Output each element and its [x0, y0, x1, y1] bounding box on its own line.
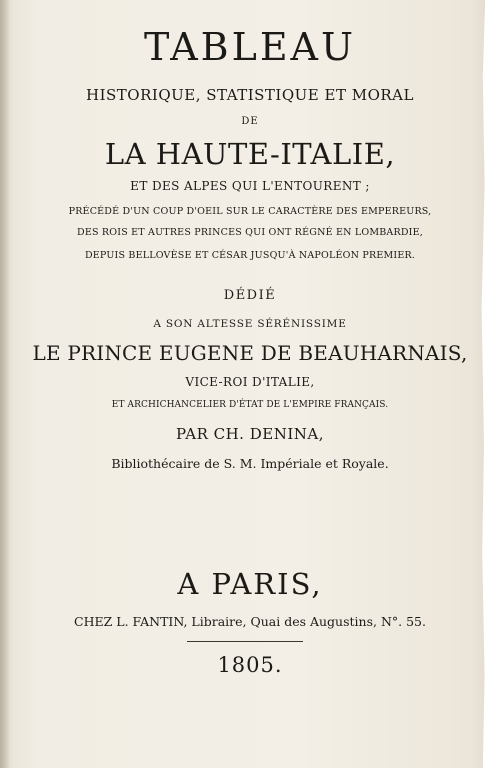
author-role: Bibliothécaire de S. M. Impériale et Royale.	[111, 456, 389, 471]
alpes-line: ET DES ALPES QUI L'ENTOURENT ;	[130, 179, 370, 193]
preposition-de: DE	[241, 116, 259, 127]
dedicatee-vice-roi: VICE-ROI D'ITALIE,	[185, 375, 315, 389]
preceded-line-2: DES ROIS ET AUTRES PRINCES QUI ONT RÉGNÉ EN LOMBARDIE,	[77, 227, 423, 238]
spine-shadow	[0, 0, 10, 768]
dedicatee-name: LE PRINCE EUGENE DE BEAUHARNAIS,	[32, 341, 468, 365]
book-subtitle: HISTORIQUE, STATISTIQUE ET MORAL	[86, 86, 414, 104]
dedicatee-archichancelier: ET ARCHICHANCELIER D'ÉTAT DE L'EMPIRE FRANÇAIS.	[111, 400, 389, 410]
book-title: TABLEAU	[143, 25, 357, 69]
region-title: LA HAUTE-ITALIE,	[104, 137, 396, 171]
imprint-city: A PARIS,	[177, 567, 323, 601]
imprint-rule	[187, 641, 303, 642]
author-name: PAR CH. DENINA,	[176, 425, 324, 443]
imprint-year: 1805.	[217, 653, 283, 677]
dedication-heading: DÉDIÉ	[223, 288, 277, 303]
dedication-altesse: A SON ALTESSE SÉRÉNISSIME	[153, 318, 347, 330]
preceded-line-3: DEPUIS BELLOVÈSE ET CÉSAR JUSQU'À NAPOLÉON PREMIER.	[84, 250, 416, 261]
preceded-line-1: PRÉCÉDÉ D'UN COUP D'OEIL SUR LE CARACTÈRE DES EMPEREURS,	[68, 206, 432, 217]
imprint-publisher: CHEZ L. FANTIN, Libraire, Quai des Augustins, N°. 55.	[74, 614, 426, 629]
